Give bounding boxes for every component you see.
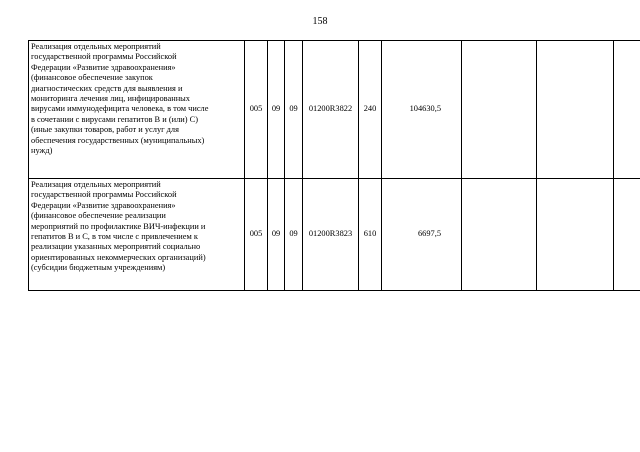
expense-type-cell: 610 (359, 179, 382, 291)
description-line: Федерации «Развитие здравоохранения» (31, 62, 176, 72)
description-line: (финансовое обеспечение закупок (31, 73, 153, 83)
description-line: в сочетании с вирусами гепатитов В и (или) С) (31, 114, 199, 124)
description-line: обеспечения государственных (муниципальных) (31, 135, 205, 145)
section-code-cell: 09 (268, 179, 285, 291)
description-line: (финансовое обеспечение реализации (31, 211, 166, 221)
description-line: Федерации «Развитие здравоохранения» (31, 200, 176, 210)
description-line: диагностических средств для выявления и (31, 83, 183, 93)
description-cell (29, 41, 245, 179)
target-article-cell: 01200R3823 (303, 179, 359, 291)
description-line: государственной программы Российской (31, 190, 177, 200)
table-row (29, 41, 640, 179)
empty-cell (462, 179, 537, 291)
section-code-cell: 09 (268, 41, 285, 179)
empty-cell (614, 179, 640, 291)
empty-cell (537, 179, 614, 291)
expense-type-cell: 240 (359, 41, 382, 179)
description-line: мероприятий по профилактике ВИЧ-инфекции и (31, 221, 206, 231)
description-cell (29, 179, 245, 291)
subsection-code-cell: 09 (285, 41, 303, 179)
empty-cell (462, 41, 537, 179)
empty-cell (614, 41, 640, 179)
table-row (29, 179, 640, 291)
description-line: Реализация отдельных мероприятий (31, 42, 161, 51)
description-line: вирусами иммунодефицита человека, в том числе (31, 104, 209, 114)
description-line: реализации указанных мероприятий социально (31, 242, 201, 252)
description-line: мониторинга лечения лиц, инфицированных (31, 94, 190, 104)
ministry-code-cell: 005 (245, 41, 268, 179)
description-line: государственной программы Российской (31, 52, 177, 62)
description-line: (субсидии бюджетным учреждениям) (31, 263, 166, 273)
ministry-code-cell: 005 (245, 179, 268, 291)
subsection-code-cell: 09 (285, 179, 303, 291)
budget-table (28, 40, 640, 291)
description-line: ориентированных некоммерческих организаций) (31, 252, 206, 262)
target-article-cell: 01200R3822 (303, 41, 359, 179)
amount-cell: 104630,5 (382, 41, 462, 179)
empty-cell (537, 41, 614, 179)
description-line: (иные закупки товаров, работ и услуг для (31, 125, 179, 135)
description-line: гепатитов В и С, в том числе с привлечением к (31, 232, 198, 242)
description-line: нужд) (31, 146, 53, 156)
page-number: 158 (312, 16, 328, 27)
description-line: Реализация отдельных мероприятий (31, 180, 161, 189)
amount-cell: 6697,5 (382, 179, 462, 291)
